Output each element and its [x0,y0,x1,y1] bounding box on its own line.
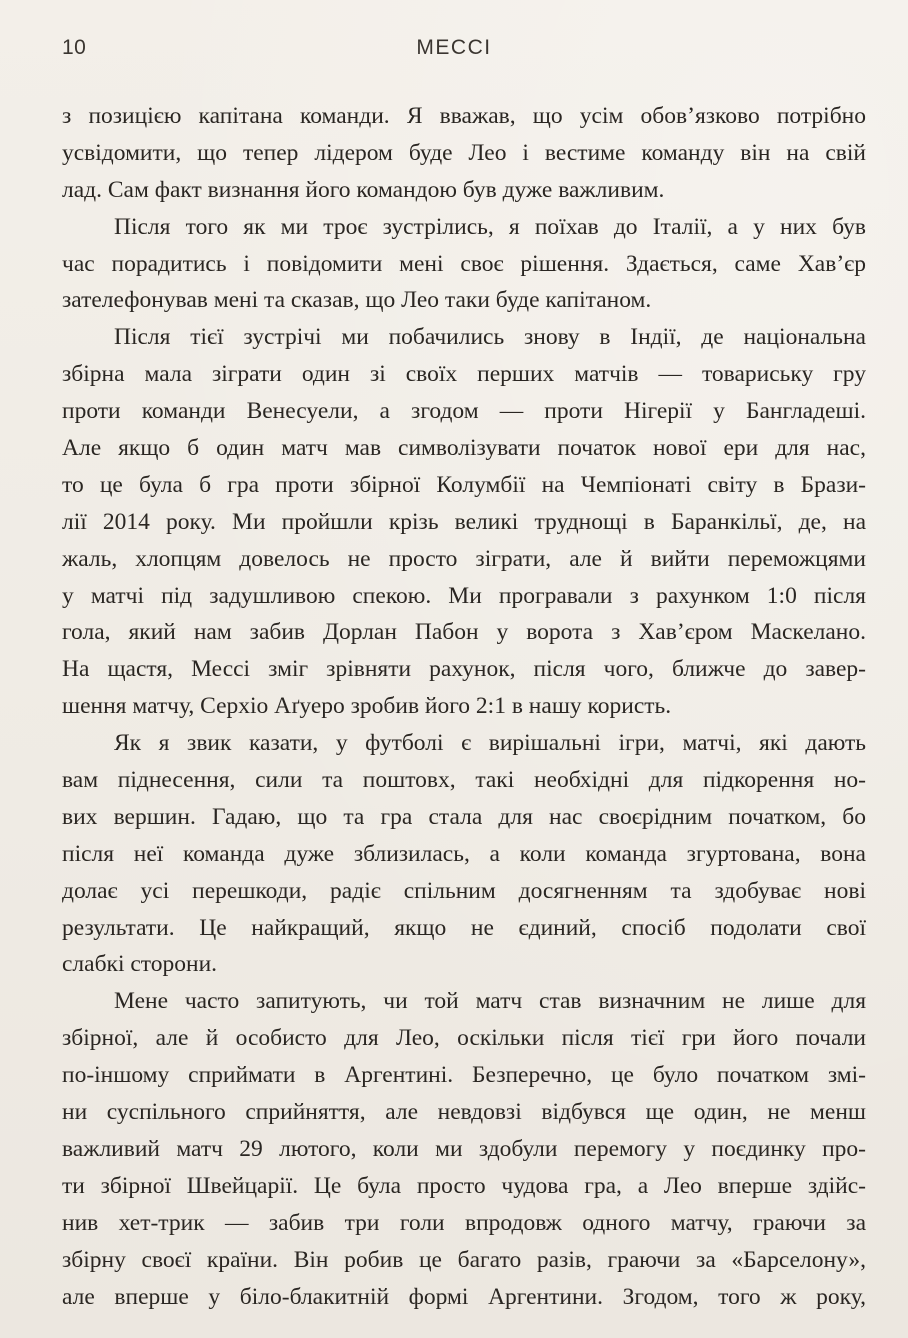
text-line: то це була б гра проти збірної Колумбії на Чемпіонаті світу в Брази- [62,471,866,498]
text-line: лад. Сам факт визнання його командою був дуже важливим. [62,176,665,203]
text-line: у матчі під задушливою спекою. Ми програвали з рахунком 1:0 після [62,582,866,609]
running-title: МЕССІ [416,36,492,59]
text-line: долає усі перешкоди, радіє спільним досягненням та здобуває нові [62,877,866,904]
text-line: результати. Це найкращий, якщо не єдиний, спосіб подолати свої [62,914,866,941]
text-line: ти збірної Швейцарії. Це була просто чудова гра, а Лео вперше здійс- [62,1172,866,1199]
text-line: збірної, але й особисто для Лео, оскільки після тієї гри його почали [62,1025,866,1052]
text-line: збірну своєї країни. Він робив це багато разів, граючи за «Барселону», [62,1246,866,1273]
text-line: гола, який нам забив Дорлан Пабон у ворота з Хав’єром Маскелано. [62,619,866,646]
text-line: усвідомити, що тепер лідером буде Лео і вестиме команду він на свій [62,139,866,166]
page-number: 10 [62,36,87,59]
text-line: слабкі сторони. [62,951,218,978]
running-head [62,36,846,66]
text-line: На щастя, Мессі зміг зрівняти рахунок, після чого, ближче до завер- [62,656,866,683]
text-line: важливий матч 29 лютого, коли ми здобули перемогу у поєдинку про- [62,1135,866,1162]
text-line: вам піднесення, сили та поштовх, такі необхідні для підкорення но- [62,767,866,794]
text-line: вих вершин. Гадаю, що та гра стала для нас своєрідним початком, бо [62,803,866,830]
paragraph-first-line: Після тієї зустрічі ми побачились знову в Індії, де національна [114,324,866,351]
text-line: після неї команда дуже зблизилась, а коли команда згуртована, вона [62,840,866,867]
text-line: жаль, хлопцям довелось не просто зіграти, але й вийти переможцями [62,545,866,572]
text-line: проти команди Венесуели, а згодом — проти Нігерії у Бангладеші. [62,398,866,425]
text-line: але вперше у біло-блакитній формі Аргентини. Згодом, того ж року, [62,1283,866,1310]
paragraph-first-line: Після того як ми троє зустрілись, я поїхав до Італії, а у них був [114,213,866,240]
text-line: зателефонував мені та сказав, що Лео таки буде капітаном. [62,287,652,314]
text-line: ни суспільного сприйняття, але невдовзі відбувся ще один, не менш [62,1099,866,1126]
paragraph-first-line: Як я звик казати, у футболі є вирішальні ігри, матчі, які дають [114,730,866,757]
paragraph-first-line: Мене часто запитують, чи той матч став визначним не лише для [114,988,866,1015]
text-line: з позицією капітана команди. Я вважав, що усім обов’язково потрібно [62,103,866,129]
text-line: Але якщо б один матч мав символізувати початок нової ери для нас, [62,435,866,462]
text-line: нив хет-трик — забив три голи впродовж одного матчу, граючи за [62,1209,866,1236]
text-line: час порадитись і повідомити мені своє рішення. Здається, саме Хав’єр [62,250,866,277]
text-line: лії 2014 року. Ми пройшли крізь великі труднощі в Баранкільї, де, на [62,508,866,535]
text-line: по-іншому сприймати в Аргентині. Безперечно, це було початком змі- [62,1062,866,1089]
text-line: шення матчу, Серхіо Аґуеро зробив його 2:1 в нашу користь. [62,693,672,720]
body-text [62,98,866,1315]
text-line: збірна мала зіграти один зі своїх перших матчів — товариську гру [62,361,866,388]
